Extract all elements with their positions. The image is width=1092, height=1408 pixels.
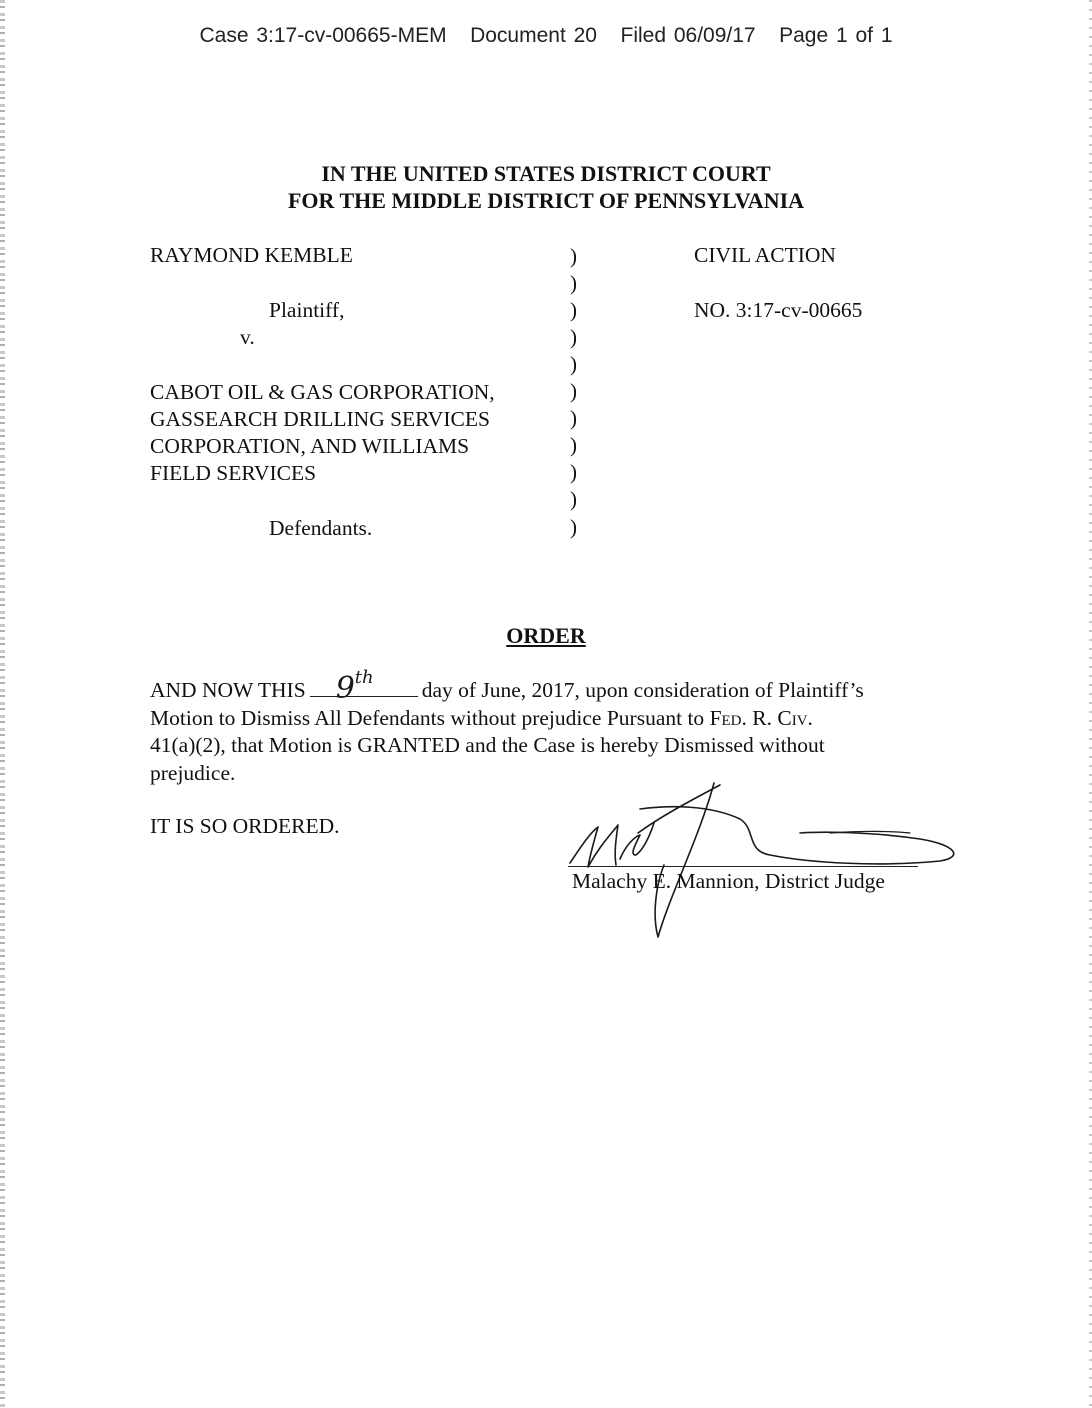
- caption-parenthesis: ): [570, 515, 577, 539]
- caption-parenthesis: ): [570, 298, 577, 322]
- plaintiff-name: RAYMOND KEMBLE: [150, 243, 353, 267]
- defendant-line-1: CABOT OIL & GAS CORPORATION,: [150, 380, 495, 404]
- order-body-line-1: [150, 666, 940, 706]
- caption-parenthesis: ): [570, 271, 577, 295]
- order-line-2-start: Motion to Dismiss All Defendants without prejudice Pursuant to: [150, 705, 705, 730]
- day-blank: [310, 666, 418, 706]
- so-ordered: IT IS SO ORDERED.: [150, 814, 340, 838]
- order-intro: AND NOW THIS: [150, 678, 306, 702]
- order-body: [150, 666, 940, 787]
- caption-parenthesis: ): [570, 487, 577, 511]
- order-line-1-rest: day of June, 2017, upon consideration of Plaintiff’s: [421, 678, 864, 702]
- handwritten-day: 9th: [335, 666, 374, 706]
- caption-parenthesis: ): [570, 433, 577, 457]
- case-header-stamp: Case 3:17-cv-00665-MEM Document 20 Filed 06/09/17 Page 1 of 1: [199, 24, 893, 47]
- rule-citation: Fed. R. Civ.: [709, 705, 813, 730]
- caption-parenthesis: ): [570, 379, 577, 403]
- plaintiff-label: Plaintiff,: [269, 298, 345, 322]
- caption-parenthesis: ): [570, 352, 577, 376]
- case-number: NO. 3:17-cv-00665: [694, 298, 863, 322]
- signature-line: [568, 866, 918, 867]
- caption-parenthesis: ): [570, 325, 577, 349]
- court-heading-line-2: FOR THE MIDDLE DISTRICT OF PENNSYLVANIA: [287, 188, 805, 213]
- action-type: CIVIL ACTION: [694, 243, 836, 267]
- versus: v.: [240, 325, 255, 349]
- order-body-line-4: prejudice.: [150, 760, 236, 785]
- court-heading-line-1: IN THE UNITED STATES DISTRICT COURT: [321, 161, 771, 186]
- defendant-line-4: FIELD SERVICES: [150, 461, 317, 485]
- judge-name: Malachy E. Mannion, District Judge: [572, 869, 885, 893]
- defendant-line-2: GASSEARCH DRILLING SERVICES: [150, 407, 490, 431]
- handwritten-signature: [560, 775, 960, 940]
- caption-parenthesis: ): [570, 460, 577, 484]
- order-title: ORDER: [506, 623, 586, 648]
- defendants-label: Defendants.: [269, 516, 373, 540]
- order-body-line-2: [150, 705, 940, 733]
- caption-parenthesis: ): [570, 406, 577, 430]
- order-body-line-3: 41(a)(2), that Motion is GRANTED and the Case is hereby Dismissed without: [150, 733, 825, 757]
- defendant-line-3: CORPORATION, AND WILLIAMS: [150, 434, 470, 458]
- caption-parenthesis: ): [570, 244, 577, 268]
- court-heading: [0, 160, 1092, 214]
